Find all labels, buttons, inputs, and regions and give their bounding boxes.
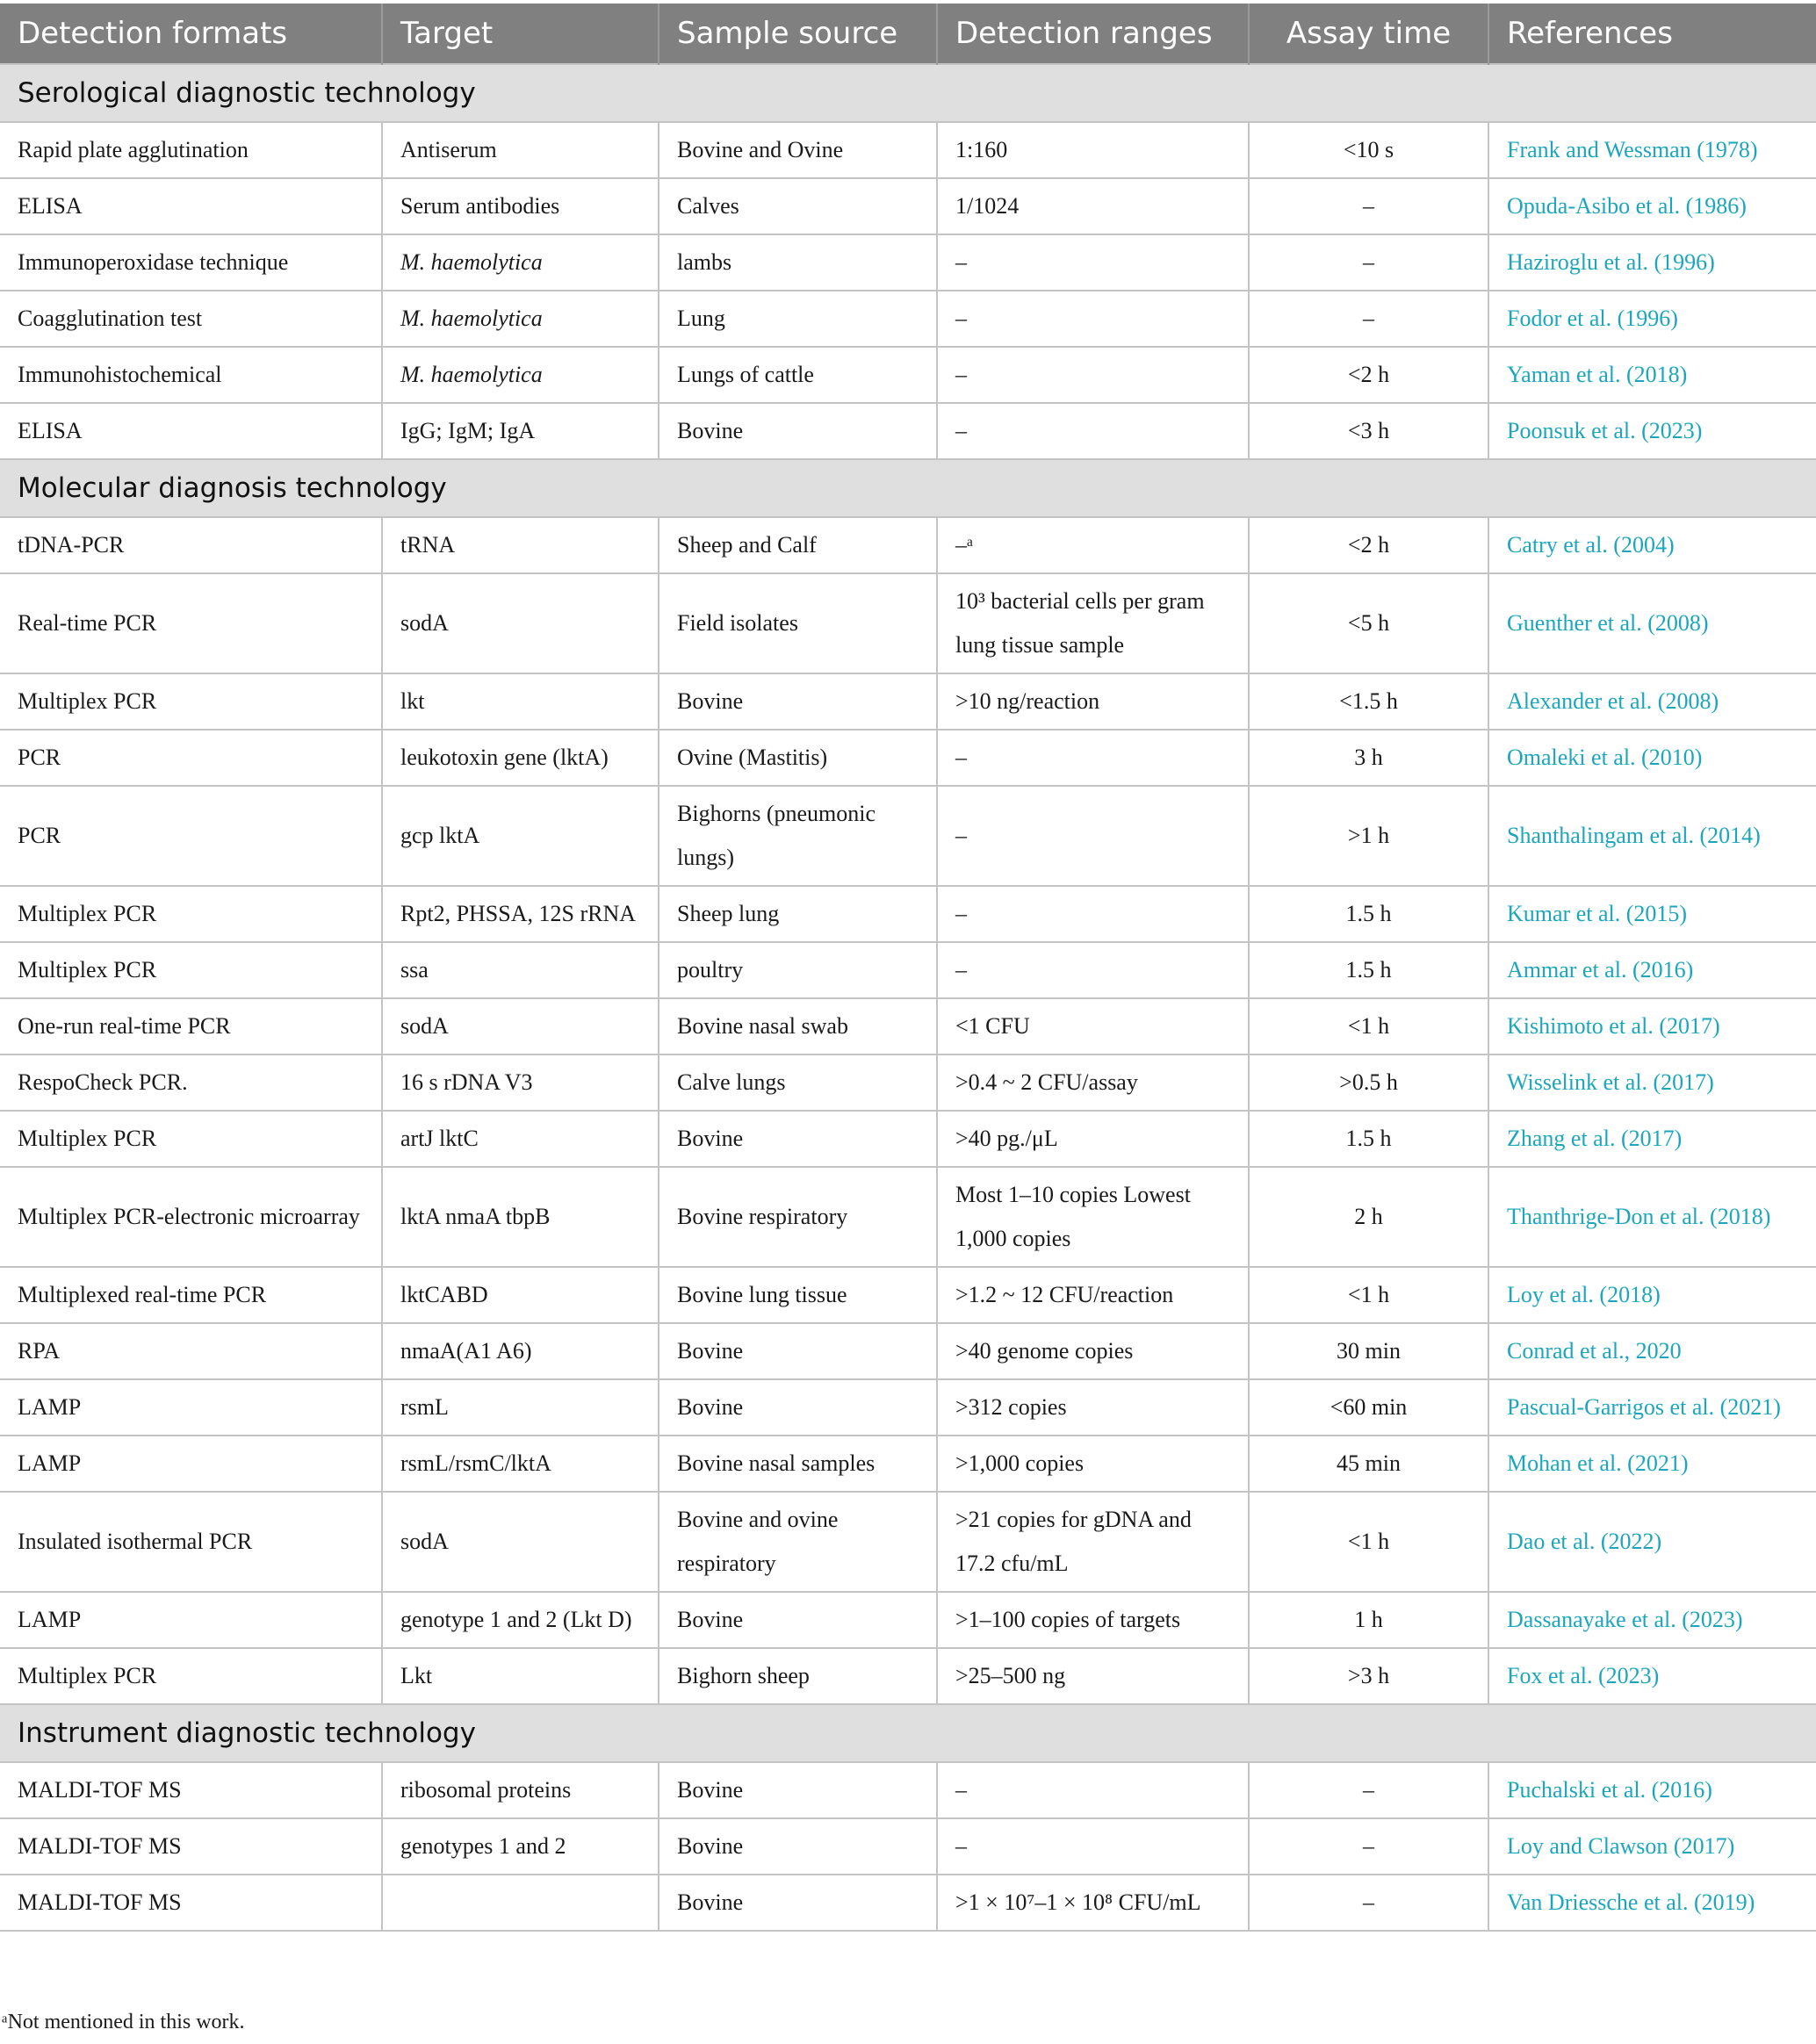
target-cell	[382, 1875, 659, 1931]
section-title: Molecular diagnosis technology	[0, 459, 1816, 517]
target-cell: artJ lktC	[382, 1111, 659, 1167]
header-target: Target	[382, 4, 659, 64]
header-detection-ranges: Detection ranges	[937, 4, 1249, 64]
target-cell: Serum antibodies	[382, 178, 659, 234]
reference-link[interactable]: Dassanayake et al. (2023)	[1488, 1592, 1816, 1648]
detection-range-cell: 1:160	[937, 122, 1249, 178]
table-row	[0, 1875, 1816, 1931]
target-cell: leukotoxin gene (lktA)	[382, 730, 659, 786]
assay-time-cell: >3 h	[1249, 1648, 1488, 1704]
header-detection-formats: Detection formats	[0, 4, 382, 64]
reference-link[interactable]: Kumar et al. (2015)	[1488, 886, 1816, 942]
reference-link[interactable]: Fox et al. (2023)	[1488, 1648, 1816, 1704]
detection-range-cell: –	[937, 942, 1249, 998]
section-title: Serological diagnostic technology	[0, 64, 1816, 122]
target-cell: genotypes 1 and 2	[382, 1818, 659, 1875]
detection-range-cell: >1 × 10⁷–1 × 10⁸ CFU/mL	[937, 1875, 1249, 1931]
detection-range-cell: –ᵃ	[937, 517, 1249, 573]
table-body	[0, 64, 1816, 1931]
reference-link[interactable]: Loy and Clawson (2017)	[1488, 1818, 1816, 1875]
detection-range-cell: –	[937, 786, 1249, 886]
sample-source-cell: Bovine and Ovine	[659, 122, 937, 178]
detection-format-cell: Multiplex PCR	[0, 1111, 382, 1167]
sample-source-cell: Bovine	[659, 1379, 937, 1436]
detection-format-cell: Multiplexed real-time PCR	[0, 1267, 382, 1323]
section-row	[0, 1704, 1816, 1762]
detection-range-cell: –	[937, 1818, 1249, 1875]
assay-time-cell: <60 min	[1249, 1379, 1488, 1436]
target-cell: nmaA(A1 A6)	[382, 1323, 659, 1379]
detection-format-cell: Multiplex PCR	[0, 886, 382, 942]
assay-time-cell: <3 h	[1249, 403, 1488, 459]
detection-format-cell: PCR	[0, 730, 382, 786]
table-row	[0, 403, 1816, 459]
sample-source-cell: Bovine	[659, 403, 937, 459]
target-cell: ssa	[382, 942, 659, 998]
assay-time-cell: >0.5 h	[1249, 1054, 1488, 1111]
table-row	[0, 1054, 1816, 1111]
table-row	[0, 1762, 1816, 1818]
sample-source-cell: poultry	[659, 942, 937, 998]
assay-time-cell: –	[1249, 234, 1488, 291]
table-row	[0, 1592, 1816, 1648]
detection-format-cell: LAMP	[0, 1436, 382, 1492]
sample-source-cell: Lungs of cattle	[659, 347, 937, 403]
target-cell: gcp lktA	[382, 786, 659, 886]
detection-range-cell: >10 ng/reaction	[937, 673, 1249, 730]
table-row	[0, 942, 1816, 998]
assay-time-cell: <5 h	[1249, 573, 1488, 673]
table-row	[0, 178, 1816, 234]
detection-range-cell: >312 copies	[937, 1379, 1249, 1436]
detection-range-cell: >1,000 copies	[937, 1436, 1249, 1492]
assay-time-cell: 3 h	[1249, 730, 1488, 786]
reference-link[interactable]: Puchalski et al. (2016)	[1488, 1762, 1816, 1818]
target-cell: sodA	[382, 1492, 659, 1592]
reference-link[interactable]: Dao et al. (2022)	[1488, 1492, 1816, 1592]
sample-source-cell: Calves	[659, 178, 937, 234]
assay-time-cell: 1 h	[1249, 1592, 1488, 1648]
reference-link[interactable]: Shanthalingam et al. (2014)	[1488, 786, 1816, 886]
detection-range-cell: >21 copies for gDNA and 17.2 cfu/mL	[937, 1492, 1249, 1592]
detection-range-cell: 10³ bacterial cells per gram lung tissue sample	[937, 573, 1249, 673]
reference-link[interactable]: Pascual-Garrigos et al. (2021)	[1488, 1379, 1816, 1436]
sample-source-cell: Ovine (Mastitis)	[659, 730, 937, 786]
assay-time-cell: <1 h	[1249, 1492, 1488, 1592]
table-row	[0, 122, 1816, 178]
sample-source-cell: Bovine and ovine respiratory	[659, 1492, 937, 1592]
assay-time-cell: <1 h	[1249, 1267, 1488, 1323]
reference-link[interactable]: Van Driessche et al. (2019)	[1488, 1875, 1816, 1931]
assay-time-cell: –	[1249, 1762, 1488, 1818]
detection-format-cell: tDNA-PCR	[0, 517, 382, 573]
detection-format-cell: MALDI-TOF MS	[0, 1818, 382, 1875]
target-cell: genotype 1 and 2 (Lkt D)	[382, 1592, 659, 1648]
sample-source-cell: Bovine lung tissue	[659, 1267, 937, 1323]
diagnostic-methods-table	[0, 4, 1816, 1932]
target-cell: M. haemolytica	[382, 234, 659, 291]
reference-link[interactable]: Loy et al. (2018)	[1488, 1267, 1816, 1323]
detection-format-cell: Multiplex PCR-electronic microarray	[0, 1167, 382, 1267]
table-row	[0, 347, 1816, 403]
target-cell: M. haemolytica	[382, 347, 659, 403]
sample-source-cell: lambs	[659, 234, 937, 291]
detection-range-cell: >1–100 copies of targets	[937, 1592, 1249, 1648]
table-row	[0, 673, 1816, 730]
table-row	[0, 573, 1816, 673]
section-row	[0, 64, 1816, 122]
detection-range-cell: –	[937, 886, 1249, 942]
sample-source-cell: Bovine nasal samples	[659, 1436, 937, 1492]
sample-source-cell: Sheep and Calf	[659, 517, 937, 573]
detection-format-cell: LAMP	[0, 1379, 382, 1436]
target-cell: Lkt	[382, 1648, 659, 1704]
sample-source-cell: Bovine	[659, 1875, 937, 1931]
table-row	[0, 234, 1816, 291]
target-cell: IgG; IgM; IgA	[382, 403, 659, 459]
detection-range-cell: –	[937, 347, 1249, 403]
target-cell: Antiserum	[382, 122, 659, 178]
sample-source-cell: Bovine	[659, 1762, 937, 1818]
table-row	[0, 1267, 1816, 1323]
table-row	[0, 1436, 1816, 1492]
reference-link[interactable]: Yaman et al. (2018)	[1488, 347, 1816, 403]
assay-time-cell: 1.5 h	[1249, 942, 1488, 998]
sample-source-cell: Bovine respiratory	[659, 1167, 937, 1267]
sample-source-cell: Lung	[659, 291, 937, 347]
sample-source-cell: Sheep lung	[659, 886, 937, 942]
detection-format-cell: RespoCheck PCR.	[0, 1054, 382, 1111]
assay-time-cell: –	[1249, 1875, 1488, 1931]
detection-format-cell: Immunoperoxidase technique	[0, 234, 382, 291]
detection-format-cell: One-run real-time PCR	[0, 998, 382, 1054]
target-cell: Rpt2, PHSSA, 12S rRNA	[382, 886, 659, 942]
detection-format-cell: ELISA	[0, 178, 382, 234]
table-row	[0, 886, 1816, 942]
table-row	[0, 1111, 1816, 1167]
header-row	[0, 4, 1816, 64]
detection-range-cell: >0.4 ~ 2 CFU/assay	[937, 1054, 1249, 1111]
reference-link[interactable]: Poonsuk et al. (2023)	[1488, 403, 1816, 459]
target-cell: M. haemolytica	[382, 291, 659, 347]
sample-source-cell: Bighorns (pneumonic lungs)	[659, 786, 937, 886]
target-cell: rsmL/rsmC/lktA	[382, 1436, 659, 1492]
table-row	[0, 291, 1816, 347]
sample-source-cell: Bovine	[659, 1592, 937, 1648]
target-cell: ribosomal proteins	[382, 1762, 659, 1818]
detection-format-cell: Multiplex PCR	[0, 942, 382, 998]
reference-link[interactable]: Ammar et al. (2016)	[1488, 942, 1816, 998]
detection-format-cell: Multiplex PCR	[0, 1648, 382, 1704]
reference-link[interactable]: Mohan et al. (2021)	[1488, 1436, 1816, 1492]
table-row	[0, 1167, 1816, 1267]
detection-format-cell: Coagglutination test	[0, 291, 382, 347]
reference-link[interactable]: Fodor et al. (1996)	[1488, 291, 1816, 347]
detection-format-cell: RPA	[0, 1323, 382, 1379]
table-row	[0, 1818, 1816, 1875]
footnote: ᵃNot mentioned in this work.	[2, 2011, 245, 2033]
reference-link[interactable]: Zhang et al. (2017)	[1488, 1111, 1816, 1167]
section-title: Instrument diagnostic technology	[0, 1704, 1816, 1762]
detection-range-cell: >1.2 ~ 12 CFU/reaction	[937, 1267, 1249, 1323]
assay-time-cell: <2 h	[1249, 517, 1488, 573]
target-cell: rsmL	[382, 1379, 659, 1436]
assay-time-cell: 1.5 h	[1249, 886, 1488, 942]
detection-format-cell: ELISA	[0, 403, 382, 459]
detection-format-cell: MALDI-TOF MS	[0, 1762, 382, 1818]
detection-format-cell: Immunohistochemical	[0, 347, 382, 403]
table-row	[0, 1648, 1816, 1704]
table-row	[0, 517, 1816, 573]
assay-time-cell: 45 min	[1249, 1436, 1488, 1492]
reference-link[interactable]: Conrad et al., 2020	[1488, 1323, 1816, 1379]
target-cell: sodA	[382, 998, 659, 1054]
target-cell: lktA nmaA tbpB	[382, 1167, 659, 1267]
detection-format-cell: LAMP	[0, 1592, 382, 1648]
assay-time-cell: <10 s	[1249, 122, 1488, 178]
detection-range-cell: >25–500 ng	[937, 1648, 1249, 1704]
detection-range-cell: >40 genome copies	[937, 1323, 1249, 1379]
reference-link[interactable]: Guenther et al. (2008)	[1488, 573, 1816, 673]
reference-link[interactable]: Wisselink et al. (2017)	[1488, 1054, 1816, 1111]
target-cell: lkt	[382, 673, 659, 730]
assay-time-cell: >1 h	[1249, 786, 1488, 886]
detection-range-cell: –	[937, 730, 1249, 786]
reference-link[interactable]: Haziroglu et al. (1996)	[1488, 234, 1816, 291]
reference-link[interactable]: Kishimoto et al. (2017)	[1488, 998, 1816, 1054]
table-row	[0, 998, 1816, 1054]
sample-source-cell: Bovine nasal swab	[659, 998, 937, 1054]
table-row	[0, 1379, 1816, 1436]
target-cell: 16 s rDNA V3	[382, 1054, 659, 1111]
header-assay-time: Assay time	[1249, 4, 1488, 64]
detection-range-cell: –	[937, 234, 1249, 291]
section-row	[0, 459, 1816, 517]
detection-range-cell: –	[937, 403, 1249, 459]
target-cell: tRNA	[382, 517, 659, 573]
reference-link[interactable]: Thanthrige-Don et al. (2018)	[1488, 1167, 1816, 1267]
detection-format-cell: MALDI-TOF MS	[0, 1875, 382, 1931]
sample-source-cell: Calve lungs	[659, 1054, 937, 1111]
detection-format-cell: Multiplex PCR	[0, 673, 382, 730]
assay-time-cell: <2 h	[1249, 347, 1488, 403]
detection-format-cell: Rapid plate agglutination	[0, 122, 382, 178]
detection-range-cell: <1 CFU	[937, 998, 1249, 1054]
detection-format-cell: Insulated isothermal PCR	[0, 1492, 382, 1592]
reference-link[interactable]: Opuda-Asibo et al. (1986)	[1488, 178, 1816, 234]
table-row	[0, 1492, 1816, 1592]
detection-range-cell: 1/1024	[937, 178, 1249, 234]
assay-time-cell: –	[1249, 291, 1488, 347]
assay-time-cell: 2 h	[1249, 1167, 1488, 1267]
detection-range-cell: Most 1–10 copies Lowest 1,000 copies	[937, 1167, 1249, 1267]
reference-link[interactable]: Frank and Wessman (1978)	[1488, 122, 1816, 178]
table-row	[0, 730, 1816, 786]
header-references: References	[1488, 4, 1816, 64]
table-row	[0, 786, 1816, 886]
sample-source-cell: Bovine	[659, 1818, 937, 1875]
detection-format-cell: PCR	[0, 786, 382, 886]
target-cell: lktCABD	[382, 1267, 659, 1323]
detection-range-cell: >40 pg./μL	[937, 1111, 1249, 1167]
detection-range-cell: –	[937, 291, 1249, 347]
reference-link[interactable]: Catry et al. (2004)	[1488, 517, 1816, 573]
reference-link[interactable]: Omaleki et al. (2010)	[1488, 730, 1816, 786]
sample-source-cell: Bovine	[659, 673, 937, 730]
assay-time-cell: –	[1249, 1818, 1488, 1875]
assay-time-cell: 30 min	[1249, 1323, 1488, 1379]
assay-time-cell: –	[1249, 178, 1488, 234]
sample-source-cell: Field isolates	[659, 573, 937, 673]
sample-source-cell: Bovine	[659, 1323, 937, 1379]
sample-source-cell: Bovine	[659, 1111, 937, 1167]
detection-range-cell: –	[937, 1762, 1249, 1818]
reference-link[interactable]: Alexander et al. (2008)	[1488, 673, 1816, 730]
detection-format-cell: Real-time PCR	[0, 573, 382, 673]
header-sample-source: Sample source	[659, 4, 937, 64]
sample-source-cell: Bighorn sheep	[659, 1648, 937, 1704]
assay-time-cell: <1.5 h	[1249, 673, 1488, 730]
assay-time-cell: 1.5 h	[1249, 1111, 1488, 1167]
assay-time-cell: <1 h	[1249, 998, 1488, 1054]
target-cell: sodA	[382, 573, 659, 673]
table-row	[0, 1323, 1816, 1379]
